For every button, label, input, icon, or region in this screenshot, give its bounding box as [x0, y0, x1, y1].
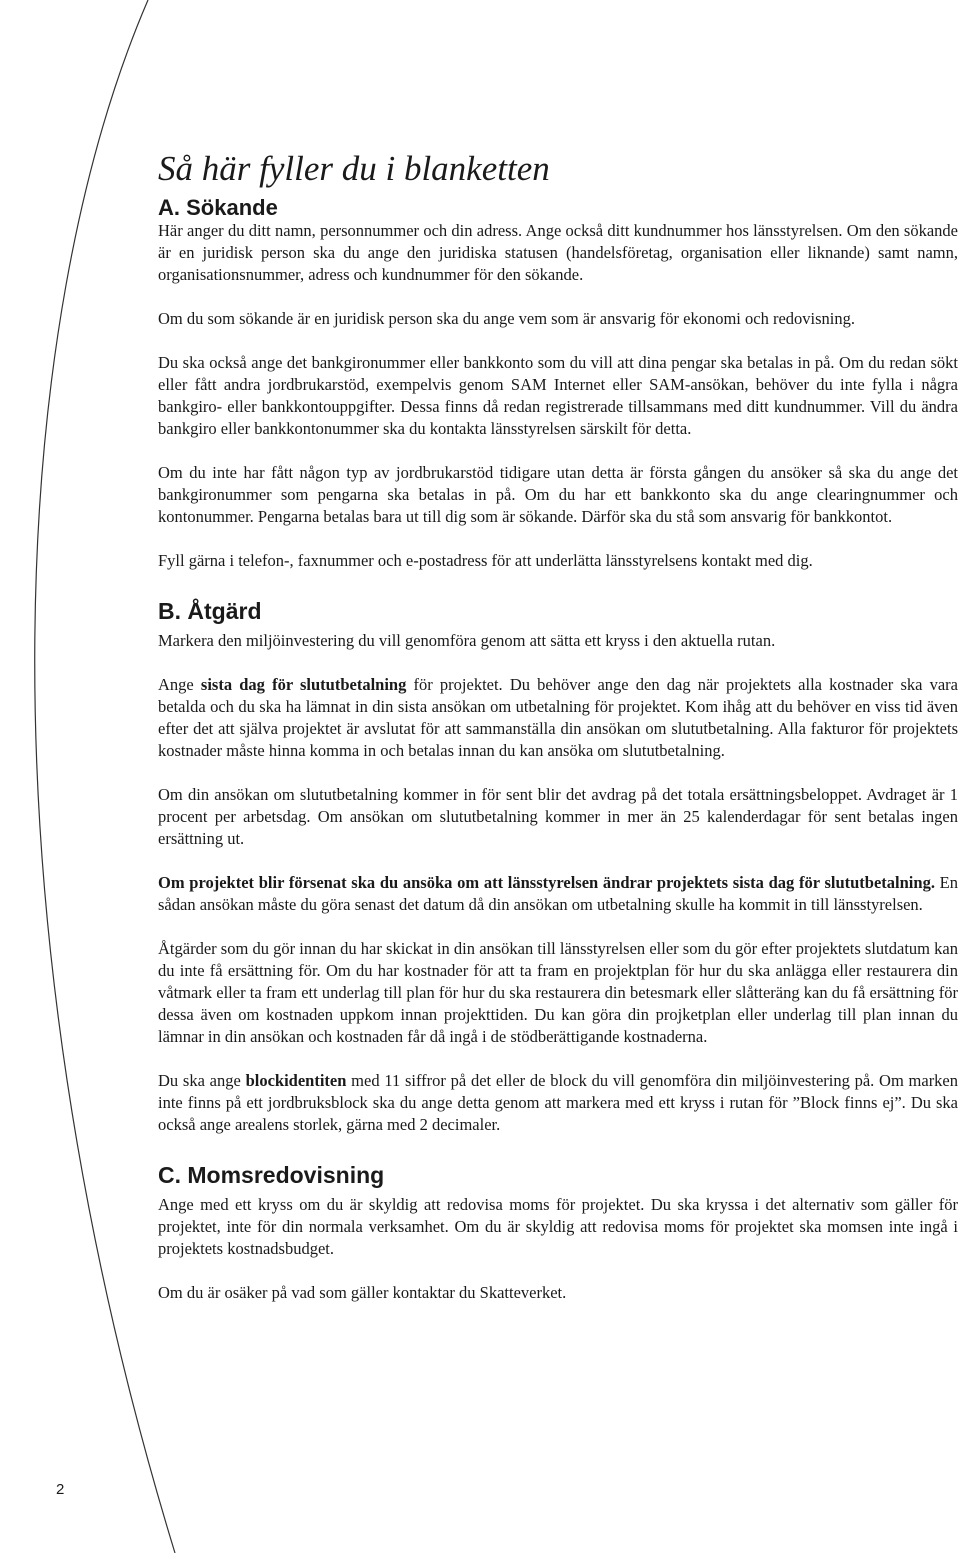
section-c-paragraph-2: Om du är osäker på vad som gäller kontaktar du Skatteverket.	[158, 1283, 567, 1302]
section-a-paragraph-5: Fyll gärna i telefon-, faxnummer och e-postadress för att underlätta länsstyrelsens kontakt med dig.	[158, 551, 813, 570]
section-c-heading: C. Momsredovisning	[158, 1162, 385, 1188]
bold-text: blockidentiten	[245, 1071, 347, 1090]
section-b-paragraph-3: Om din ansökan om slututbetalning kommer in för sent blir det avdrag på det totala ersättningsbeloppet. Avdraget är 1 procent per arbetsdag. Om ansökan om slututbetalning kommer in mer än 25 kalenderdagar för sent betalas ingen ersättning ut.	[158, 785, 958, 848]
text-run: Du ska ange	[158, 1071, 246, 1090]
section-b-paragraph-4	[158, 872, 958, 916]
section-a	[158, 196, 958, 572]
section-b-paragraph-5: Åtgärder som du gör innan du har skickat in din ansökan till länsstyrelsen eller som du gör efter projektets slutdatum kan du inte få ersättning för. Om du har kostnader för att ta fram en projektplan för hur du ska anlägga eller restaurera din våtmark eller ta fram ett underlag till plan för hur du ska restaurera din betesmark eller slåtteräng kan du få ersättning för dessa även om kostnaden uppkom innan projekttiden. Du kan göra din projketplan eller underlag till plan innan du lämnar in din ansökan och kostnaden får då ingå i de stödberättigande kostnaderna.	[158, 939, 958, 1046]
bold-text: Om projektet blir försenat ska du ansöka om att länsstyrelsen ändrar projektets sista dag för slututbetalning.	[158, 873, 935, 892]
section-a-paragraph-4: Om du inte har fått någon typ av jordbrukarstöd tidigare utan detta är första gången du ansöker så ska du ange det bankgironummer som pengarna ska betalas in på. Om du har ett bankkonto ska du ange clearingnummer och kontonummer. Pengarna betalas bara ut till dig som är sökande. Därför ska du stå som ansvarig för bankkontot.	[158, 463, 958, 526]
section-b	[158, 598, 958, 1136]
page-title: Så här fyller du i blanketten	[158, 149, 550, 188]
document-body	[158, 148, 958, 1326]
text-run: Ange	[158, 675, 201, 694]
section-b-paragraph-6	[158, 1070, 958, 1136]
section-a-paragraph-2: Om du som sökande är en juridisk person ska du ange vem som är ansvarig för ekonomi och redovisning.	[158, 309, 855, 328]
section-c	[158, 1162, 958, 1304]
section-b-paragraph-2	[158, 674, 958, 762]
section-b-heading: B. Åtgärd	[158, 598, 262, 624]
section-a-paragraph-1: Här anger du ditt namn, personnummer och din adress. Ange också ditt kundnummer hos länsstyrelsen. Om den sökande är en juridisk person ska du ange den juridiska statusen (handelsföretag, organisation eller liknande) samt namn, organisationsnummer, adress och kundnummer för den sökande.	[158, 221, 958, 284]
text-run: En sådan ansökan måste du göra senast det datum då din ansökan om utbetalning skulle ha kommit in till länsstyrelsen.	[158, 873, 958, 914]
section-a-paragraph-3: Du ska också ange det bankgironummer eller bankkonto som du vill att dina pengar ska betalas in på. Om du redan sökt eller fått andra jordbrukarstöd, exempelvis genom SAM Internet eller SAM-ansökan, behöver du inte fylla i några bankgiro- eller bankkontouppgifter. Dessa finns då redan registrerade tillsammans med ditt kundnummer. Vill du ändra bankgiro eller bankkontonummer ska du kontakta länsstyrelsen särskilt för detta.	[158, 353, 958, 438]
section-b-paragraph-1: Markera den miljöinvestering du vill genomföra genom att sätta ett kryss i den aktuella rutan.	[158, 631, 776, 650]
bold-text: sista dag för slututbetalning	[200, 675, 407, 694]
page-number: 2	[56, 1481, 65, 1498]
section-c-paragraph-1: Ange med ett kryss om du är skyldig att redovisa moms för projektet. Du ska kryssa i det alternativ som gäller för projektet, inte för din normala verksamhet. Om du är skyldig att redovisa moms för projektet ska momsen inte ingå i projektets kostnadsbudget.	[158, 1195, 958, 1258]
text-run: med 11 siffror på det eller de block du vill genomföra din miljöinvestering på. Om marken inte finns på ett jordbruksblock ska du ange detta genom att markera med ett kryss i rutan för ”Block finns ej”. Du ska också ange arealens storlek, gärna med 2 decimaler.	[158, 1071, 959, 1134]
text-run: för projektet. Du behöver ange den dag när projektets alla kostnader ska vara betalda och du ska ha lämnat in din sista ansökan om utbetalning för projektet. Kom ihåg att du behöver en viss tid även efter det att själva projektet är avslutat för att sammanställa din ansökan om slututbetalning. Alla fakturor för projektets kostnader måste hinna komma in och betalas innan du kan ansöka om slututbetalning.	[158, 675, 958, 760]
section-a-heading: A. Sökande	[158, 195, 278, 220]
